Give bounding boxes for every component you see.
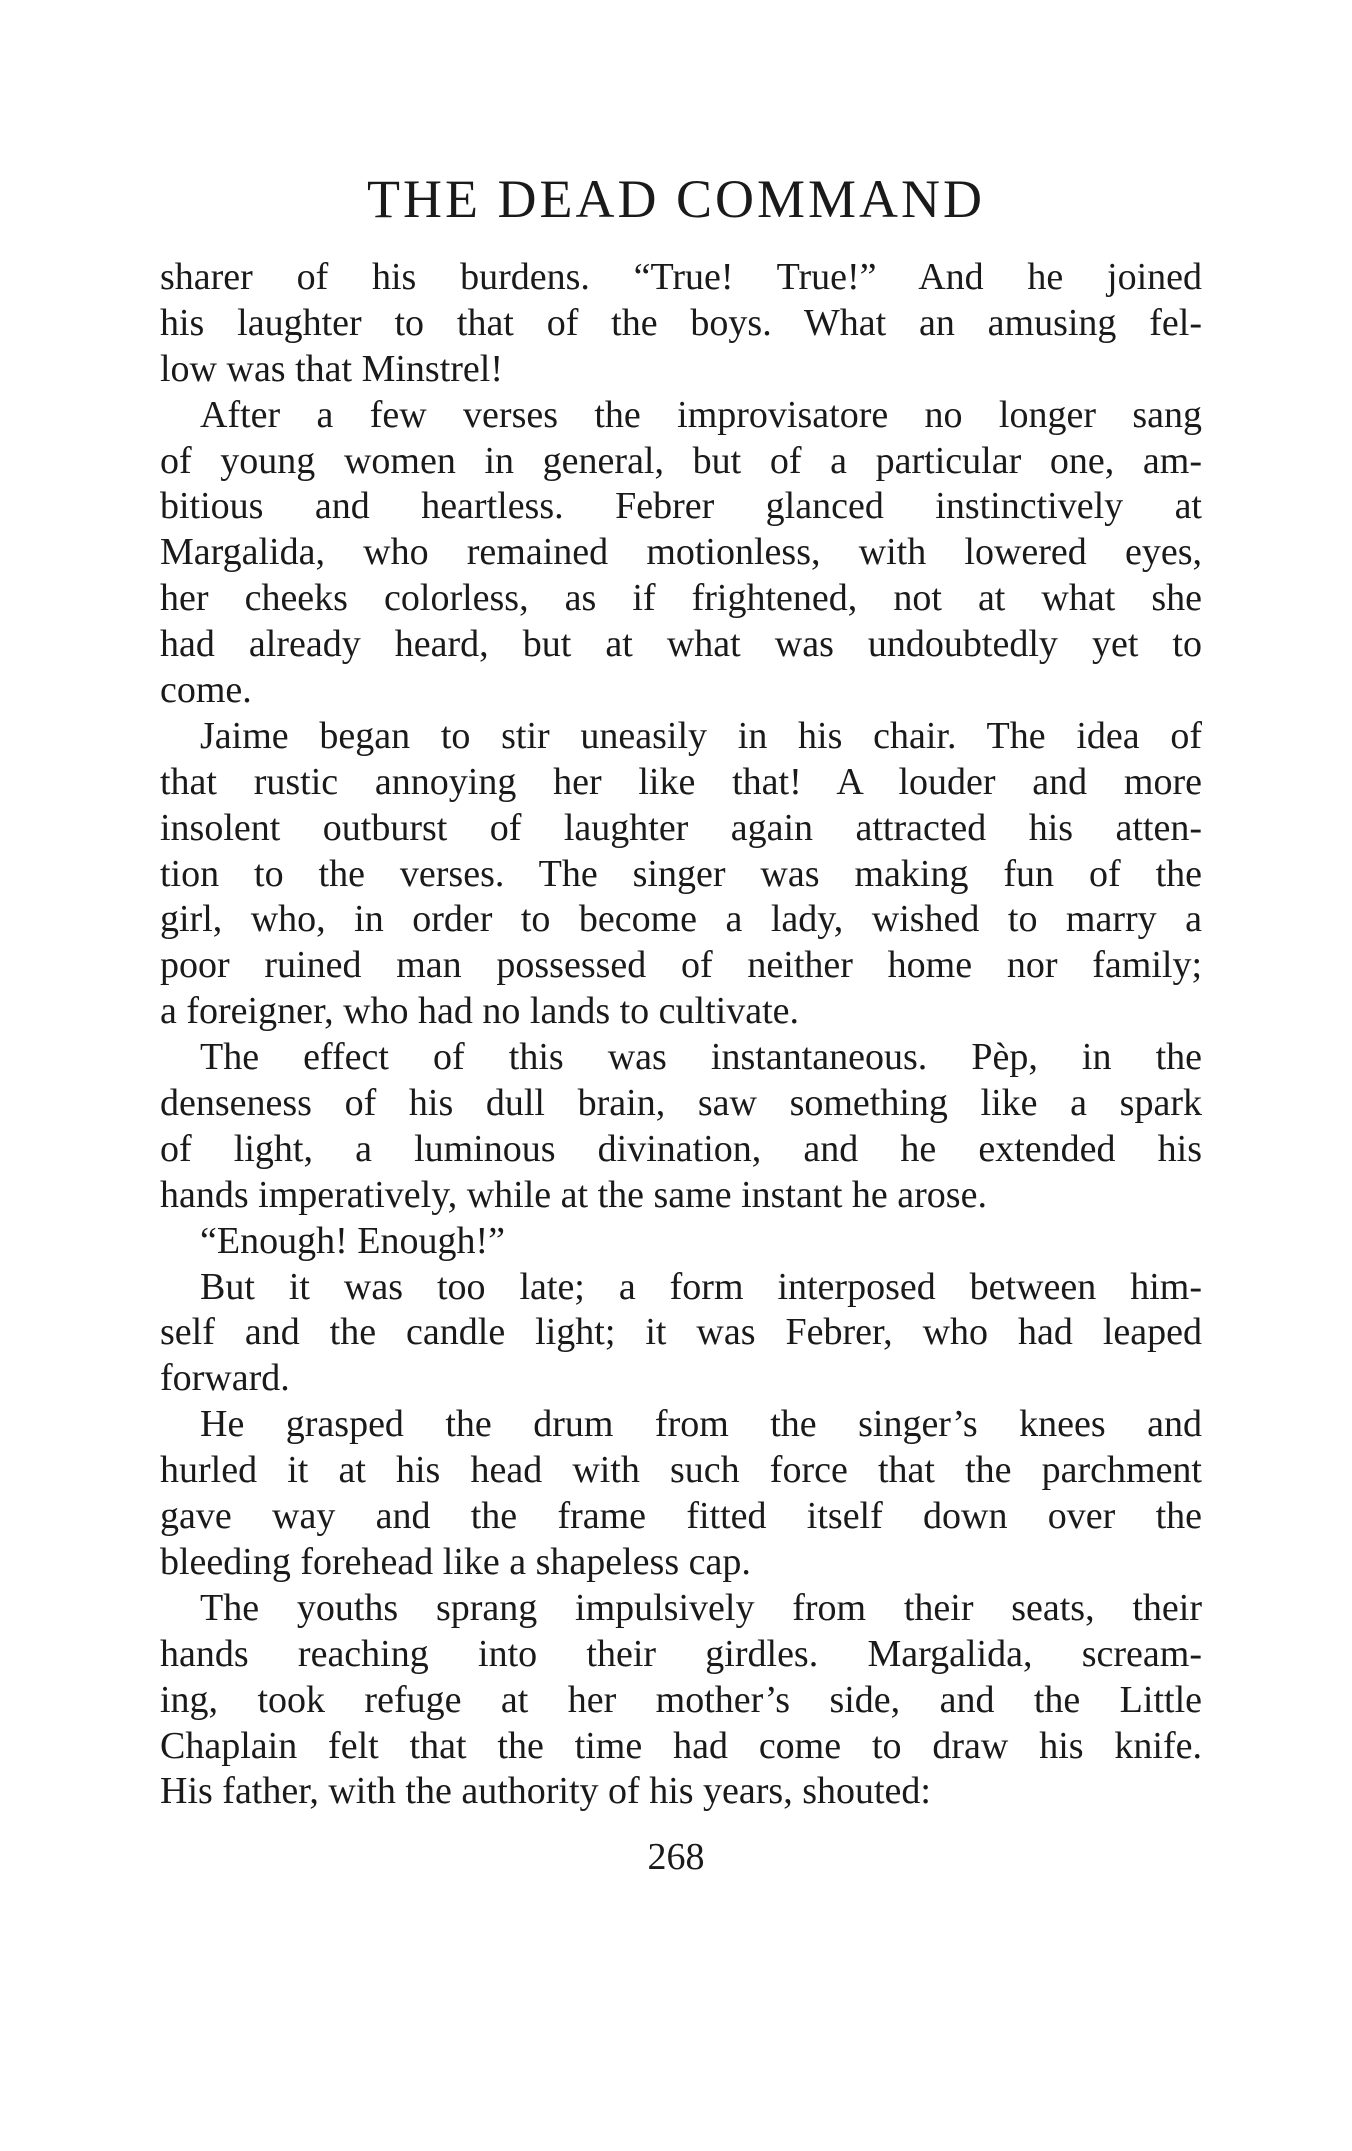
text-line: of light, a luminous divination, and he extended his [160, 1127, 1202, 1170]
text-line: hurled it at his head with such force that the parchment [160, 1449, 1202, 1492]
text-line: self and the candle light; it was Febrer, who had leaped [160, 1311, 1202, 1354]
text-line: But it was too late; a form interposed between him- [200, 1265, 1202, 1308]
text-line: bleeding forehead like a shapeless cap. [160, 1540, 751, 1583]
text-line: forward. [160, 1357, 290, 1400]
running-head: THE DEAD COMMAND [367, 169, 985, 229]
text-line: After a few verses the improvisatore no longer sang [200, 393, 1202, 436]
text-line: had already heard, but at what was undoubtedly yet to [160, 623, 1202, 666]
text-line: Chaplain felt that the time had come to draw his knife. [160, 1724, 1202, 1767]
text-line: insolent outburst of laughter again attracted his atten- [160, 806, 1202, 849]
text-line: low was that Minstrel! [160, 347, 504, 390]
text-line: a foreigner, who had no lands to cultivate. [160, 990, 800, 1033]
text-line: girl, who, in order to become a lady, wished to marry a [160, 898, 1202, 941]
text-line: hands imperatively, while at the same instant he arose. [160, 1173, 987, 1216]
text-line: tion to the verses. The singer was making fun of the [160, 852, 1202, 895]
text-line: denseness of his dull brain, saw something like a spark [160, 1082, 1202, 1125]
text-line: sharer of his burdens. “True! True!” And he joined [160, 256, 1202, 298]
text-line: of young women in general, but of a particular one, am- [160, 439, 1202, 482]
text-line: hands reaching into their girdles. Margalida, scream- [160, 1632, 1202, 1675]
text-line: He grasped the drum from the singer’s knees and [200, 1403, 1202, 1446]
text-line: His father, with the authority of his years, shouted: [160, 1770, 931, 1813]
text-line: come. [160, 669, 252, 712]
text-line: her cheeks colorless, as if frightened, not at what she [160, 577, 1202, 620]
body-text [160, 255, 1202, 1815]
text-line: gave way and the frame fitted itself down over the [160, 1495, 1202, 1538]
page-number: 268 [647, 1836, 705, 1878]
text-line: Margalida, who remained motionless, with lowered eyes, [160, 531, 1202, 574]
text-line: that rustic annoying her like that! A louder and more [160, 760, 1202, 803]
text-line: ing, took refuge at her mother’s side, and the Little [160, 1678, 1202, 1721]
text-line: his laughter to that of the boys. What an amusing fel- [160, 301, 1202, 344]
text-line: Jaime began to stir uneasily in his chair. The idea of [200, 714, 1202, 757]
text-line: The effect of this was instantaneous. Pèp, in the [200, 1036, 1202, 1079]
text-line: “Enough! Enough!” [200, 1219, 505, 1262]
text-line: bitious and heartless. Febrer glanced instinctively at [160, 485, 1202, 528]
text-line: The youths sprang impulsively from their seats, their [200, 1586, 1202, 1629]
text-line: poor ruined man possessed of neither home nor family; [160, 944, 1202, 987]
